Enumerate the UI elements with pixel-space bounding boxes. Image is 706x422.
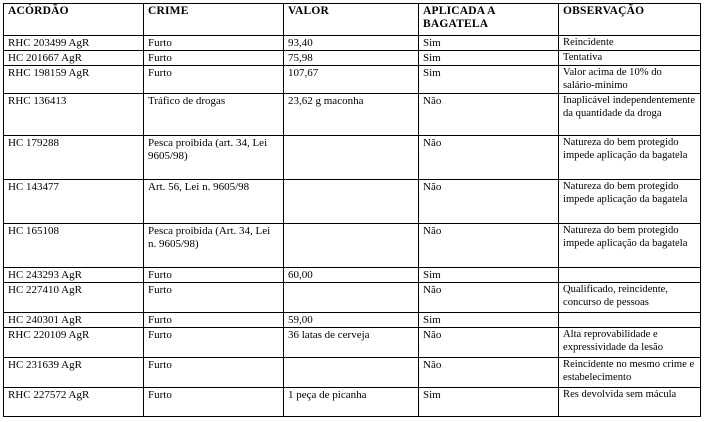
cell-acordao: RHC 198159 AgR xyxy=(4,66,144,94)
table-row xyxy=(4,51,701,66)
table-row xyxy=(4,136,701,180)
header-acordao: ACÓRDÃO xyxy=(4,4,144,36)
cell-observacao: Res devolvida sem mácula xyxy=(559,388,701,417)
cell-crime: Furto xyxy=(144,66,284,94)
table-row xyxy=(4,358,701,388)
cell-bagatela: Não xyxy=(419,283,559,313)
cell-crime: Furto xyxy=(144,268,284,283)
cell-bagatela: Sim xyxy=(419,51,559,66)
table-row xyxy=(4,94,701,136)
cell-bagatela: Não xyxy=(419,94,559,136)
cell-bagatela: Sim xyxy=(419,268,559,283)
cell-bagatela: Sim xyxy=(419,36,559,51)
cell-valor: 59,00 xyxy=(284,313,419,328)
cell-crime: Pesca proibida (Art. 34, Lei n. 9605/98) xyxy=(144,224,284,268)
cell-valor: 93,40 xyxy=(284,36,419,51)
cell-acordao: HC 243293 AgR xyxy=(4,268,144,283)
cell-bagatela: Sim xyxy=(419,66,559,94)
cell-valor: 36 latas de cerveja xyxy=(284,328,419,358)
cell-observacao: Inaplicável independentemente da quantidade da droga xyxy=(559,94,701,136)
header-observacao: OBSERVAÇÃO xyxy=(559,4,701,36)
header-row xyxy=(4,4,701,36)
cell-valor: 107,67 xyxy=(284,66,419,94)
cell-crime: Furto xyxy=(144,328,284,358)
cell-observacao: Tentativa xyxy=(559,51,701,66)
cell-acordao: HC 179288 xyxy=(4,136,144,180)
cell-crime: Furto xyxy=(144,283,284,313)
cell-observacao: Reincidente no mesmo crime e estabelecimento xyxy=(559,358,701,388)
cell-observacao: Natureza do bem protegido impede aplicação da bagatela xyxy=(559,180,701,224)
table-row xyxy=(4,388,701,417)
cell-valor xyxy=(284,283,419,313)
table-row xyxy=(4,328,701,358)
cell-valor: 1 peça de picanha xyxy=(284,388,419,417)
cell-observacao: Reincidente xyxy=(559,36,701,51)
cell-crime: Art. 56, Lei n. 9605/98 xyxy=(144,180,284,224)
cell-acordao: RHC 227572 AgR xyxy=(4,388,144,417)
cell-acordao: RHC 203499 AgR xyxy=(4,36,144,51)
cell-crime: Furto xyxy=(144,313,284,328)
cell-acordao: RHC 136413 xyxy=(4,94,144,136)
cell-acordao: RHC 220109 AgR xyxy=(4,328,144,358)
cell-bagatela: Sim xyxy=(419,388,559,417)
cell-acordao: HC 227410 AgR xyxy=(4,283,144,313)
table-row xyxy=(4,224,701,268)
cell-crime: Furto xyxy=(144,358,284,388)
cell-observacao xyxy=(559,313,701,328)
cell-crime: Tráfico de drogas xyxy=(144,94,284,136)
precedents-table xyxy=(3,3,701,417)
table-row xyxy=(4,268,701,283)
cell-crime: Furto xyxy=(144,388,284,417)
cell-observacao: Qualificado, reincidente, concurso de pessoas xyxy=(559,283,701,313)
cell-acordao: HC 165108 xyxy=(4,224,144,268)
cell-bagatela: Sim xyxy=(419,313,559,328)
cell-valor: 60,00 xyxy=(284,268,419,283)
cell-valor xyxy=(284,136,419,180)
header-valor: VALOR xyxy=(284,4,419,36)
cell-observacao: Alta reprovabilidade e expressividade da lesão xyxy=(559,328,701,358)
cell-crime: Furto xyxy=(144,51,284,66)
cell-acordao: HC 240301 AgR xyxy=(4,313,144,328)
cell-acordao: HC 143477 xyxy=(4,180,144,224)
cell-valor xyxy=(284,224,419,268)
cell-observacao: Natureza do bem protegido impede aplicação da bagatela xyxy=(559,224,701,268)
table-row xyxy=(4,313,701,328)
cell-bagatela: Não xyxy=(419,180,559,224)
cell-bagatela: Não xyxy=(419,224,559,268)
cell-valor xyxy=(284,180,419,224)
table-row xyxy=(4,66,701,94)
table-row xyxy=(4,283,701,313)
cell-crime: Pesca proibida (art. 34, Lei 9605/98) xyxy=(144,136,284,180)
cell-valor: 75,98 xyxy=(284,51,419,66)
cell-crime: Furto xyxy=(144,36,284,51)
cell-observacao: Valor acima de 10% do salário-mínimo xyxy=(559,66,701,94)
table-row xyxy=(4,36,701,51)
cell-bagatela: Não xyxy=(419,328,559,358)
cell-bagatela: Não xyxy=(419,358,559,388)
cell-observacao: Natureza do bem protegido impede aplicação da bagatela xyxy=(559,136,701,180)
cell-valor xyxy=(284,358,419,388)
cell-acordao: HC 231639 AgR xyxy=(4,358,144,388)
cell-bagatela: Não xyxy=(419,136,559,180)
table-row xyxy=(4,180,701,224)
header-aplicada-a-bagatela: APLICADA A BAGATELA xyxy=(419,4,559,36)
cell-observacao xyxy=(559,268,701,283)
cell-acordao: HC 201667 AgR xyxy=(4,51,144,66)
header-crime: CRIME xyxy=(144,4,284,36)
cell-valor: 23,62 g maconha xyxy=(284,94,419,136)
